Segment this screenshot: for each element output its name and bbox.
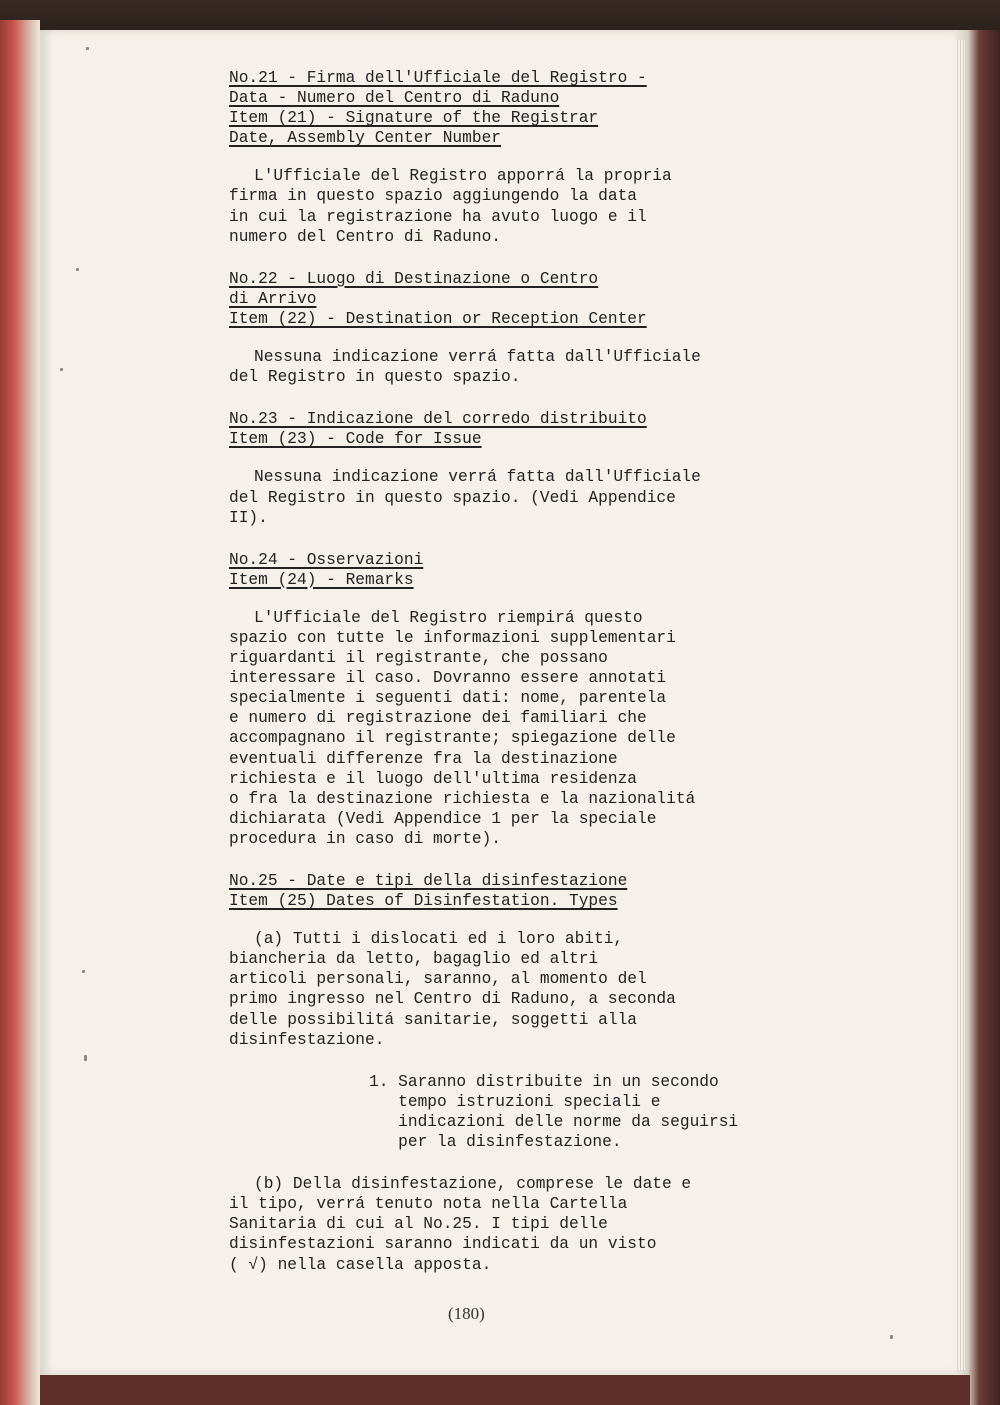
- scan-speck: [82, 970, 85, 973]
- text-line: II).: [229, 508, 268, 527]
- page-number: (180): [448, 1304, 485, 1323]
- text-line: Sanitaria di cui al No.25. I tipi delle: [229, 1215, 608, 1234]
- text-line: Item (23) - Code for Issue: [229, 430, 482, 449]
- text-line: specialmente i seguenti dati: nome, parentela: [229, 689, 667, 708]
- text-line: No.24 - Osservazioni: [229, 550, 424, 569]
- text-line: richiesta e il luogo dell'ultima residenza: [229, 769, 637, 788]
- text-line: delle possibilitá sanitarie, soggetti alla: [229, 1010, 637, 1029]
- list-item: [229, 1072, 849, 1152]
- section-heading: [229, 550, 849, 590]
- text-line: (b) Della disinfestazione, comprese le date e: [254, 1175, 692, 1194]
- text-line: (a) Tutti i dislocati ed i loro abiti,: [254, 930, 624, 949]
- scan-speck: [84, 1055, 87, 1061]
- text-line: biancheria da letto, bagaglio ed altri: [229, 950, 599, 969]
- paragraph: [229, 166, 849, 246]
- text-line: Item (24) - Remarks: [229, 570, 414, 589]
- paragraph: [229, 1174, 849, 1274]
- text-line: interessare il caso. Dovranno essere annotati: [229, 669, 667, 688]
- text-line: tempo istruzioni speciali e: [369, 1092, 661, 1111]
- text-line: Item (21) - Signature of the Registrar: [229, 109, 599, 128]
- section-heading: [229, 269, 849, 329]
- text-line: e numero di registrazione dei familiari che: [229, 709, 647, 728]
- text-line: Nessuna indicazione verrá fatta dall'Ufficiale: [254, 348, 701, 367]
- text-line: indicazioni delle norme da seguirsi: [369, 1112, 739, 1131]
- text-line: 1. Saranno distribuite in un secondo: [369, 1072, 719, 1091]
- text-line: o fra la destinazione richiesta e la nazionalitá: [229, 789, 696, 808]
- section-heading: [229, 68, 849, 148]
- binder-spine: [0, 20, 40, 1405]
- binder-bottom-strip: [40, 1375, 970, 1405]
- text-line: L'Ufficiale del Registro apporrá la propria: [254, 167, 672, 186]
- paragraph: [229, 929, 849, 1050]
- paragraph: [229, 467, 849, 527]
- text-line: Item (22) - Destination or Reception Center: [229, 309, 647, 328]
- text-line: di Arrivo: [229, 289, 317, 308]
- text-line: No.23 - Indicazione del corredo distribuito: [229, 410, 647, 429]
- page-stack-edges: [955, 40, 965, 1370]
- text-line: ( √) nella casella apposta.: [229, 1255, 492, 1274]
- text-line: L'Ufficiale del Registro riempirá questo: [254, 608, 643, 627]
- paragraph: [229, 608, 849, 849]
- text-line: primo ingresso nel Centro di Raduno, a seconda: [229, 990, 676, 1009]
- text-line: del Registro in questo spazio.: [229, 368, 521, 387]
- section-heading: [229, 871, 849, 911]
- text-line: il tipo, verrá tenuto nota nella Cartella: [229, 1195, 628, 1214]
- typewritten-text: [229, 68, 849, 1275]
- text-line: accompagnano il registrante; spiegazione delle: [229, 729, 676, 748]
- text-line: procedura in caso di morte).: [229, 829, 501, 848]
- scan-speck: [60, 368, 63, 371]
- text-line: articoli personali, saranno, al momento del: [229, 970, 647, 989]
- text-line: disinfestazioni saranno indicati da un visto: [229, 1235, 657, 1254]
- text-line: Item (25) Dates of Disinfestation. Types: [229, 892, 618, 911]
- text-line: Data - Numero del Centro di Raduno: [229, 89, 560, 108]
- text-line: per la disinfestazione.: [369, 1133, 622, 1152]
- text-line: firma in questo spazio aggiungendo la data: [229, 187, 637, 206]
- text-line: Date, Assembly Center Number: [229, 129, 501, 148]
- text-line: spazio con tutte le informazioni supplementari: [229, 628, 676, 647]
- text-line: eventuali differenze fra la destinazione: [229, 749, 618, 768]
- text-line: numero del Centro di Raduno.: [229, 227, 501, 246]
- section-heading: [229, 409, 849, 449]
- text-line: disinfestazione.: [229, 1030, 385, 1049]
- text-line: riguardanti il registrante, che possano: [229, 649, 608, 668]
- paragraph: [229, 347, 849, 387]
- scan-speck: [890, 1335, 893, 1339]
- binder-top-rim: [0, 0, 1000, 32]
- text-line: No.25 - Date e tipi della disinfestazione: [229, 872, 628, 890]
- text-line: in cui la registrazione ha avuto luogo e il: [229, 207, 647, 226]
- text-line: dichiarata (Vedi Appendice 1 per la speciale: [229, 809, 657, 828]
- text-line: Nessuna indicazione verrá fatta dall'Ufficiale: [254, 468, 701, 487]
- scan-speck: [76, 268, 79, 271]
- scan-speck: [86, 47, 89, 50]
- text-line: del Registro in questo spazio. (Vedi Appendice: [229, 488, 676, 507]
- text-line: No.22 - Luogo di Destinazione o Centro: [229, 269, 599, 288]
- text-line: No.21 - Firma dell'Ufficiale del Registro -: [229, 69, 647, 87]
